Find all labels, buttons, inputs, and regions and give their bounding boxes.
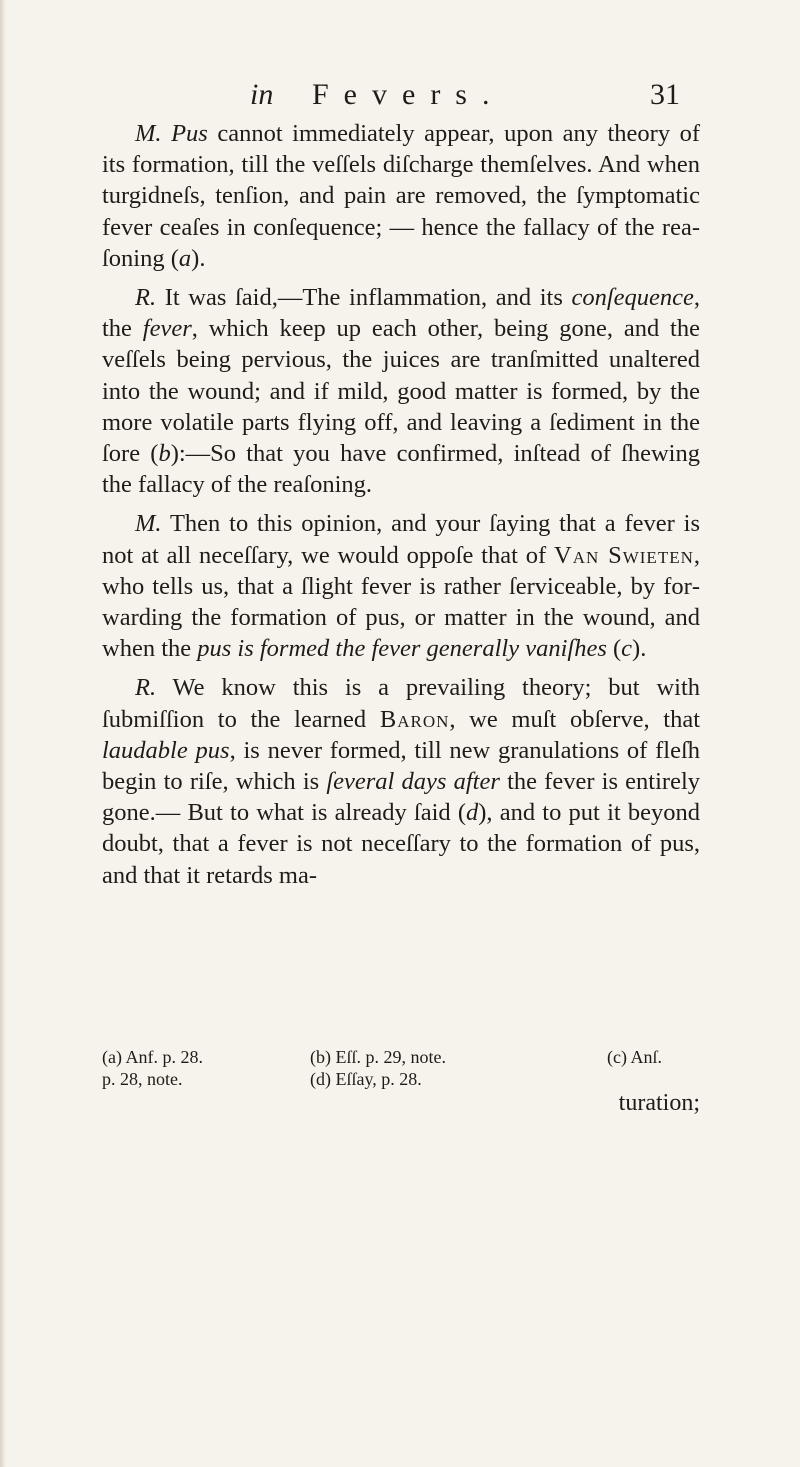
header-prefix: in bbox=[250, 78, 274, 111]
text-segment: ſeveral days after bbox=[326, 768, 500, 796]
text-segment: It was ſaid,—The inflammation, and its bbox=[164, 284, 572, 312]
footnote-d: (d) Eſſay, p. 28. bbox=[310, 1069, 422, 1089]
paragraph bbox=[102, 508, 700, 664]
running-header bbox=[250, 78, 680, 118]
footnote-c: (c) Anſ. bbox=[607, 1047, 662, 1067]
text-segment: pus is formed the fever generally vaniſhes bbox=[197, 635, 607, 663]
text-segment: , the bbox=[102, 284, 701, 343]
footnotes bbox=[102, 1046, 700, 1090]
body-text bbox=[102, 118, 700, 899]
text-segment: , who tells us, that a ſlight fever is rather ſerviceable, by forwarding the formation of pus, or matter in the wound, and when the bbox=[102, 541, 700, 663]
footnote-c-continuation: p. 28, note. bbox=[102, 1069, 183, 1089]
page-number: 31 bbox=[650, 78, 680, 111]
text-segment: Pus bbox=[171, 120, 208, 147]
speaker-label: R. bbox=[135, 674, 157, 702]
text-segment: d bbox=[466, 799, 479, 827]
paragraph bbox=[102, 672, 700, 890]
text-segment: ( bbox=[606, 635, 622, 663]
text-segment: ). bbox=[191, 244, 206, 272]
text-segment: , is never formed, till new granulations of fleſh begin to riſe, which is bbox=[102, 736, 700, 796]
text-segment: , we muſt obſerve, that bbox=[449, 705, 700, 733]
page-binding-edge bbox=[0, 0, 6, 1467]
text-segment: ), and to put it beyond doubt, that a fever is not neceſſary to the formation of pus, and that it retards ma- bbox=[102, 799, 700, 889]
text-segment: cannot immediately appear, upon any theory of its formation, till the veſſels diſcharge themſelves. And when turgidneſs, tenſion, and pain are removed, the ſymptomatic fever ceaſes in conſequence; — hence the fallacy of the reaſoning ( bbox=[102, 120, 700, 272]
text-segment: b bbox=[158, 440, 171, 468]
text-segment: Baron bbox=[379, 705, 450, 733]
text-segment: ). bbox=[632, 635, 647, 663]
header-title: Fevers. bbox=[312, 78, 505, 111]
speaker-label: M. bbox=[135, 120, 162, 147]
text-segment: We know this is a prevailing theory; but with ſubmiſſion to the learned bbox=[102, 674, 701, 733]
text-segment: ):—So that you have confirmed, inſtead of ſhewing the fallacy of the reaſoning. bbox=[102, 440, 700, 499]
text-segment: c bbox=[621, 635, 633, 663]
paragraph bbox=[102, 118, 700, 274]
text-segment: , which keep up each other, being gone, and the veſſels being pervious, the juices are tranſmitted unaltered into the wound; and if mild, good matter is formed, by the more volatile parts flying off, and leaving a ſediment in the ſore ( bbox=[102, 315, 700, 468]
text-segment: the fever is entirely gone.— But to what is already ſaid ( bbox=[102, 768, 700, 827]
text-segment: a bbox=[178, 244, 192, 272]
text-segment: conſequence bbox=[571, 284, 694, 312]
text-segment: fever bbox=[142, 315, 192, 343]
paragraph bbox=[102, 282, 700, 500]
footnote-a: (a) Anf. p. 28. bbox=[102, 1047, 203, 1067]
speaker-label: M. bbox=[135, 510, 162, 538]
catchword: turation; bbox=[618, 1090, 700, 1116]
text-segment: laudable pus bbox=[102, 736, 230, 764]
text-segment: Van Swieten bbox=[554, 541, 694, 569]
text-segment: Then to this opinion, and your ſaying that a fever is not at all neceſſary, we would oppoſe that of bbox=[102, 510, 700, 569]
footnote-b: (b) Eſſ. p. 29, note. bbox=[310, 1047, 446, 1067]
speaker-label: R. bbox=[135, 284, 157, 312]
